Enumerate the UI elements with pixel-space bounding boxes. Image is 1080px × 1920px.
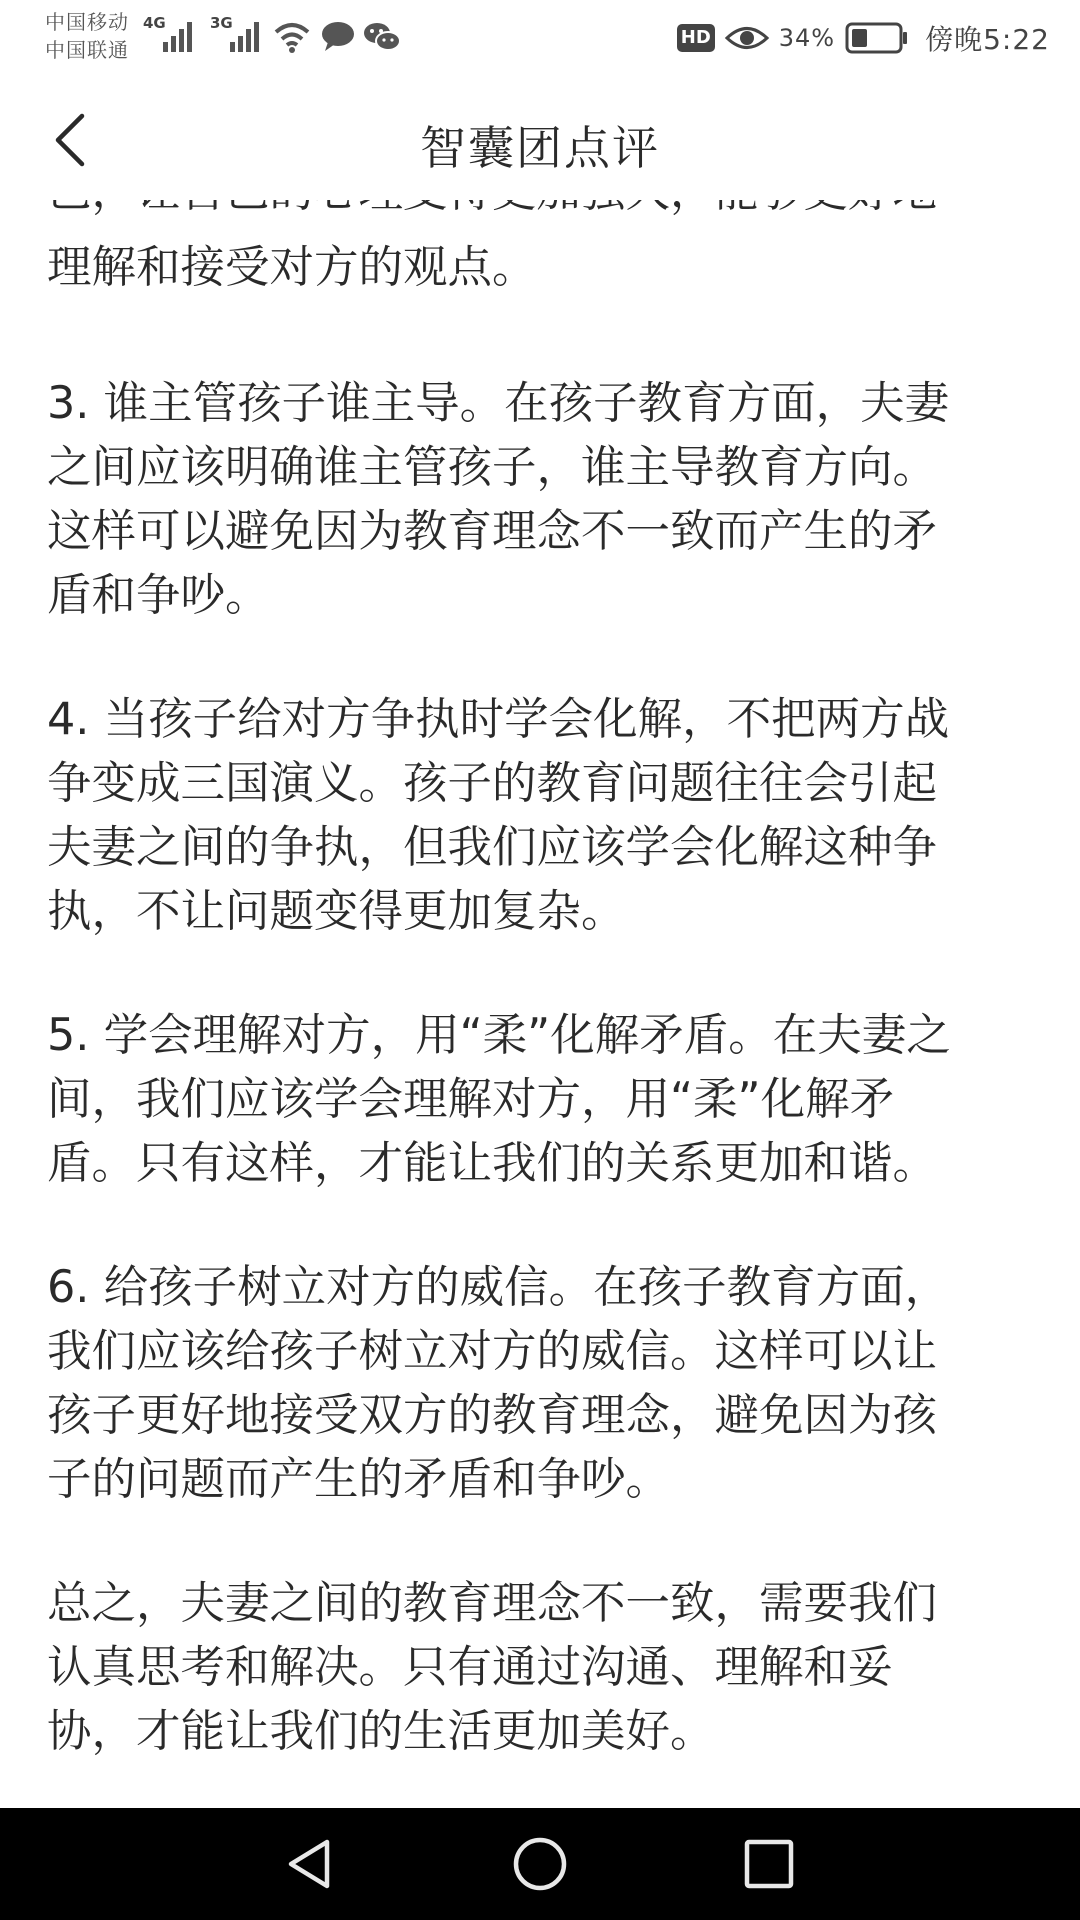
page-title: 智囊团点评 [420, 121, 660, 175]
article-line: 6. 给孩子树立对方的威信。在孩子教育方面， [47, 1262, 950, 1313]
article-line: 认真思考和解决。只有通过沟通、理解和妥 [47, 1642, 893, 1693]
wechat-icon [362, 20, 402, 54]
triangle-back-icon [281, 1836, 337, 1892]
network-1-label: 4G [143, 14, 166, 32]
network-2-label: 3G [210, 14, 233, 32]
system-home-button[interactable] [505, 1832, 575, 1896]
article-line: 之间应该明确谁主管孩子，谁主导教育方向。 [47, 442, 938, 493]
battery-percent: 34% [778, 24, 836, 52]
system-recents-button[interactable] [734, 1832, 804, 1896]
carrier-2-label: 中国联通 [45, 38, 129, 62]
battery-fill [852, 29, 867, 47]
article-line: 孩子更好地接受双方的教育理念，避免因为孩 [47, 1390, 938, 1441]
signal-bars-icon [161, 20, 197, 54]
article-line: 间，我们应该学会理解对方，用“柔”化解矛 [47, 1074, 895, 1125]
article-line: 理解和接受对方的观点。 [47, 242, 537, 293]
system-nav-bar [0, 1808, 1080, 1920]
article-line: 我们应该给孩子树立对方的威信。这样可以让 [47, 1326, 938, 1377]
article-line: 3. 谁主管孩子谁主导。在孩子教育方面，夫妻 [47, 378, 950, 429]
carrier-labels [45, 8, 129, 64]
article-content[interactable] [0, 200, 1080, 1808]
battery-icon [845, 22, 909, 54]
wifi-icon [272, 20, 312, 54]
signal-bars-icon [228, 20, 264, 54]
article-paragraph-6 [47, 1256, 1047, 1512]
message-bubble-icon [320, 20, 356, 52]
article-paragraph-5 [47, 1004, 1047, 1196]
carrier-1-label: 中国移动 [45, 10, 129, 34]
article-line: 争变成三国演义。孩子的教育问题往往会引起 [47, 758, 938, 809]
eye-comfort-icon [725, 23, 769, 53]
status-bar [0, 0, 1080, 80]
article-line: 总之，夫妻之间的教育理念不一致，需要我们 [47, 1578, 938, 1629]
nav-bar [0, 80, 1080, 200]
article-line: 子的问题而产生的矛盾和争吵。 [47, 1454, 671, 1505]
article-line: 夫妻之间的争执，但我们应该学会化解这种争 [47, 822, 938, 873]
article-line: 5. 学会理解对方，用“柔”化解矛盾。在夫妻之 [47, 1010, 951, 1061]
article-line: 这样可以避免因为教育理念不一致而产生的矛 [47, 506, 938, 557]
hd-badge: HD [677, 24, 715, 52]
square-recents-icon [741, 1836, 797, 1892]
system-back-button[interactable] [274, 1832, 344, 1896]
status-right-group [677, 16, 1050, 60]
article-paragraph-4 [47, 688, 1047, 944]
article-line: 盾和争吵。 [47, 570, 270, 621]
article-line: 4. 当孩子给对方争执时学会化解，不把两方战 [47, 694, 950, 745]
article-paragraph-summary [47, 1572, 1047, 1764]
article-paragraph-3 [47, 372, 1047, 628]
article-line: 执，不让问题变得更加复杂。 [47, 886, 626, 937]
clock-time: 傍晚5:22 [925, 23, 1050, 56]
circle-home-icon [510, 1834, 570, 1894]
article-line: 协，才能让我们的生活更加美好。 [47, 1706, 715, 1757]
article-line: 盾。只有这样，才能让我们的关系更加和谐。 [47, 1138, 938, 1189]
